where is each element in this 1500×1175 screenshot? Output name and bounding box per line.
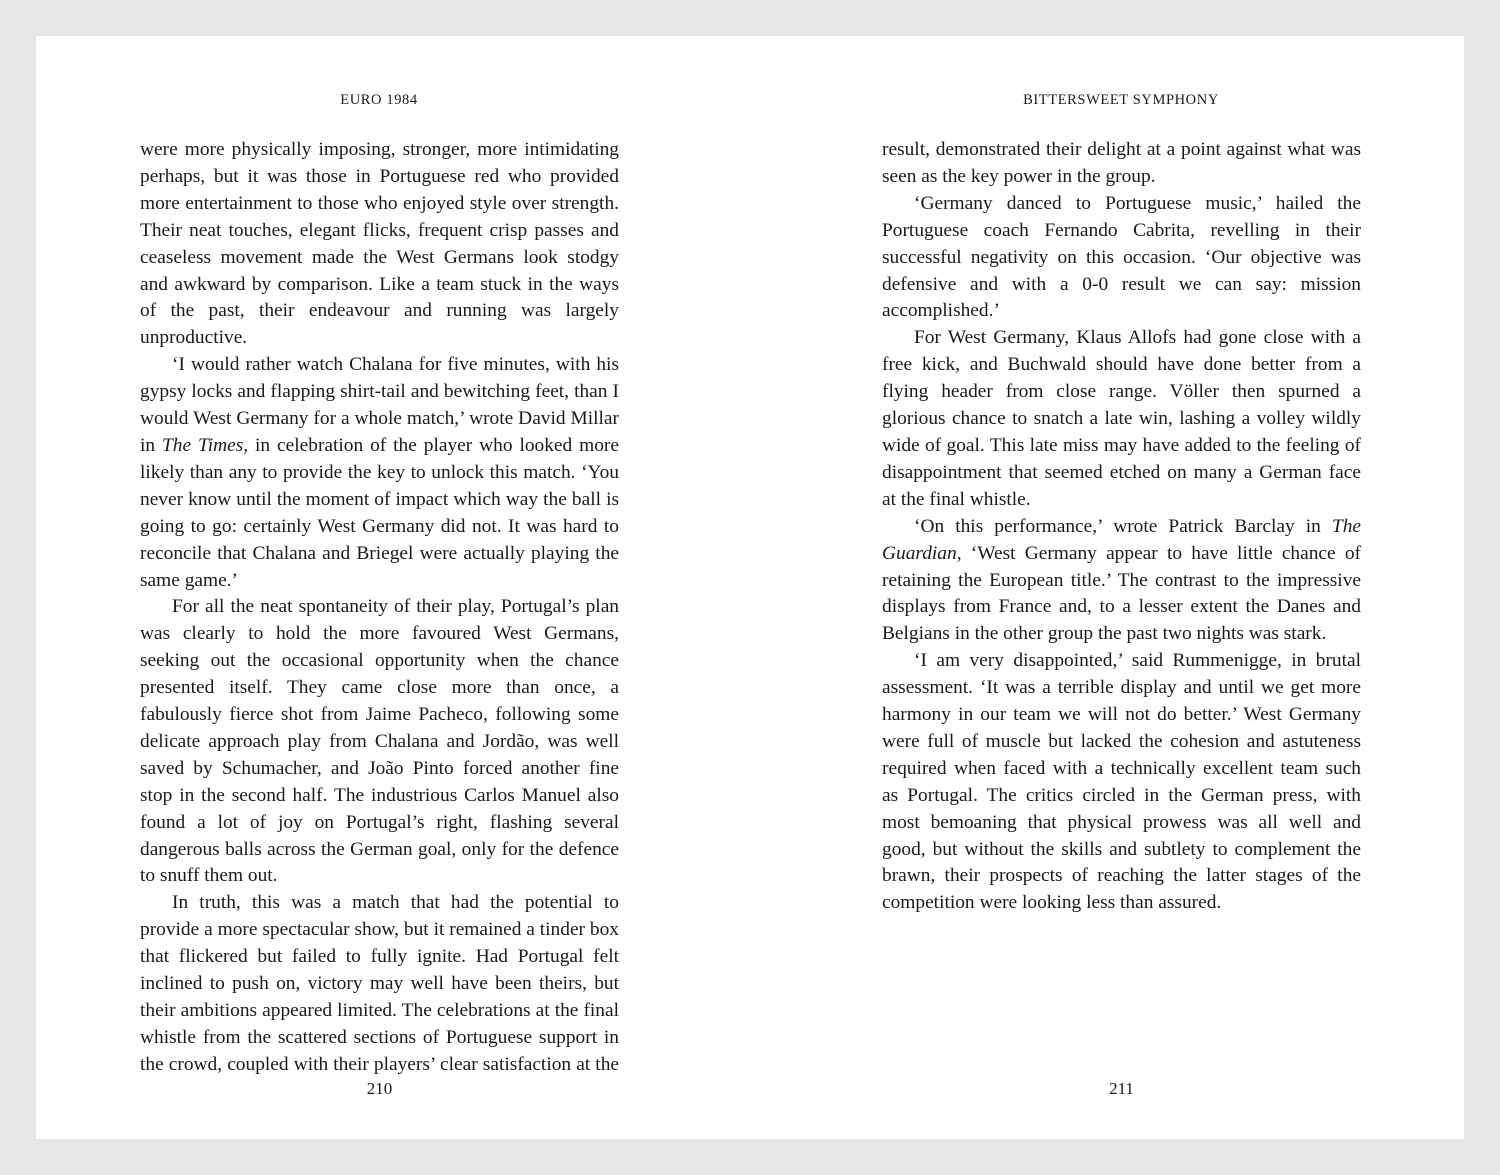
paragraph: ‘I would rather watch Chalana for five minutes, with his gypsy locks and flapping shirt-tail and bewitching feet, than I would West Germany for a whole match,’ wrote David Millar in The Times, in celebration of the player who looked more likely than any to provide the key to unlock this match. ‘You never know until the moment of impact which way the ball is going to go: certainly West Germany did not. It was hard to reconcile that Chalana and Briegel were actually playing the same game.’ bbox=[140, 354, 619, 591]
paragraph: were more physically imposing, stronger, more intimidating perhaps, but it was those in Portuguese red who provided more entertainment to those who enjoyed style over strength. Their neat touches, elegant flicks, frequent crisp passes and ceaseless movement made the West Germans look stodgy and awkward by comparison. Like a team stuck in the ways of the past, their endeavour and running was largely unproductive. bbox=[140, 139, 619, 349]
paragraph: In truth, this was a match that had the potential to provide a more spectacular show, but it remained a tinder box that flickered but failed to fully ignite. Had Portugal felt inclined to push on, victory may well have been theirs, but their ambitions appeared limited. The celebrations at the final whistle from the scattered sections of Portuguese support in the crowd, coupled with their players’ clear satisfaction at the bbox=[140, 892, 619, 1075]
right-page bbox=[750, 36, 1464, 1139]
running-head-left: EURO 1984 bbox=[340, 92, 418, 108]
paragraph: result, demonstrated their delight at a point against what was seen as the key power in the group. bbox=[882, 139, 1361, 187]
left-page bbox=[36, 36, 750, 1139]
page-number-right: 211 bbox=[1109, 1079, 1134, 1098]
paragraph: For West Germany, Klaus Allofs had gone close with a free kick, and Buchwald should have done better from a flying header from close range. Völler then spurned a glorious chance to snatch a late win, lashing a volley wildly wide of goal. This late miss may have added to the feeling of disappointment that seemed etched on many a German face at the final whistle. bbox=[882, 327, 1361, 510]
paragraph: ‘Germany danced to Portuguese music,’ hailed the Portuguese coach Fernando Cabrita, revelling in their successful negativity on this occasion. ‘Our objective was defensive and with a 0-0 result we can say: mission accomplished.’ bbox=[882, 192, 1361, 322]
right-page-body bbox=[882, 137, 1361, 917]
book-spread bbox=[36, 36, 1464, 1139]
paragraph: ‘On this performance,’ wrote Patrick Barclay in The Guardian, ‘West Germany appear to have little chance of retaining the European title.’ The contrast to the impressive displays from France and, to a lesser extent the Danes and Belgians in the other group the past two nights was stark. bbox=[882, 515, 1361, 645]
paragraph: For all the neat spontaneity of their play, Portugal’s plan was clearly to hold the more favoured West Germans, seeking out the occasional opportunity when the chance presented itself. They came close more than once, a fabulously fierce shot from Jaime Pacheco, following some delicate approach play from Chalana and Jordão, was well saved by Schumacher, and João Pinto forced another fine stop in the second half. The industrious Carlos Manuel also found a lot of joy on Portugal’s right, flashing several dangerous balls across the German goal, only for the defence to snuff them out. bbox=[140, 596, 619, 887]
page-number-left: 210 bbox=[366, 1079, 393, 1098]
publication-title: The Guardian bbox=[882, 515, 1361, 564]
running-head-right: BITTERSWEET SYMPHONY bbox=[1023, 92, 1219, 108]
left-page-body bbox=[140, 137, 619, 1079]
paragraph: ‘I am very disappointed,’ said Rummenigge, in brutal assessment. ‘It was a terrible display and until we get more harmony in our team we will not do better.’ West Germany were full of muscle but lacked the cohesion and astuteness required when faced with a technically excellent team such as Portugal. The critics circled in the German press, with most bemoaning that physical prowess was all well and good, but without the skills and subtlety to complement the brawn, their prospects of reaching the latter stages of the competition were looking less than assured. bbox=[882, 650, 1361, 914]
publication-title: The Times bbox=[162, 434, 244, 456]
